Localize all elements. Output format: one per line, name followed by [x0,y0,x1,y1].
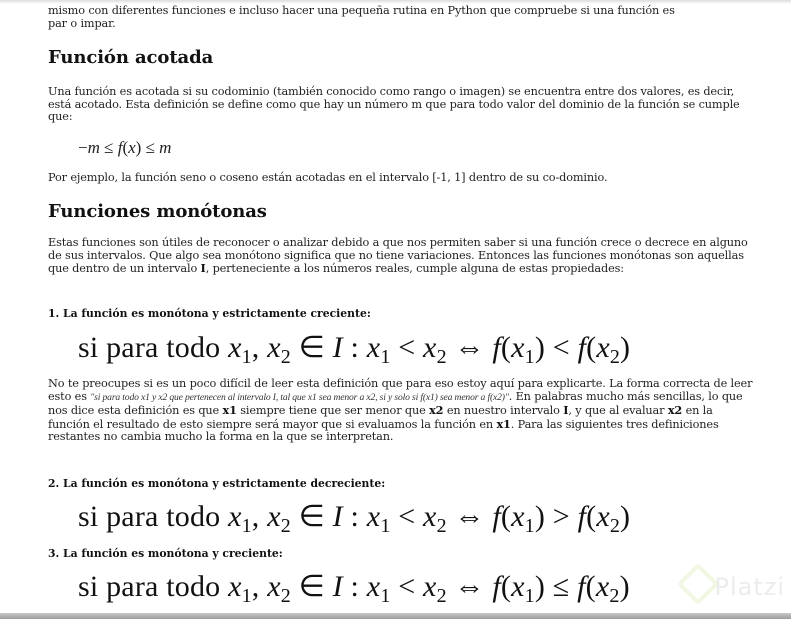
intro-line-1: mismo con diferentes funciones e incluso hacer una pequeña rutina en Python que compruebe si una función es [48,4,675,17]
bold-x1-b: x1 [496,416,511,431]
bounded-example-paragraph: Por ejemplo, la función seno o coseno están acotadas en el intervalo [-1, 1] dentro de su co-dominio. [48,171,608,184]
explain-text-4: en nuestro intervalo [443,404,564,418]
item-1-formula: si para todo $x_1$, $x_2$ ∈ I : $x_1 < x_2$ ⇔ $f(x_1) < f(x_2)$ [78,331,631,368]
bold-I: I [563,403,569,418]
heading-funcion-acotada: Función acotada [48,47,214,68]
bottom-edge-bar [0,613,791,619]
heading-funciones-monotonas: Funciones monótonas [48,201,267,222]
bold-x1: x1 [222,403,237,418]
item-2-heading: 2. La función es monótona y estrictamente decreciente: [48,477,386,490]
item-3-formula: si para todo $x_1$, $x_2$ ∈ I : $x_1 < x_2$ ⇔ $f(x_1) \le f(x_2)$ [78,570,630,607]
watermark: Platzi [714,573,785,601]
monotone-intro-text-b: , perteneciente a los números reales, cumple alguna de estas propiedades: [205,262,624,276]
explain-text-6: en la función el resultado de esto siempre será mayor que si evaluamos la función en [48,404,713,431]
monotone-intro-paragraph [48,237,753,276]
platzi-logo-icon [677,563,719,605]
explain-quote: "si para todo x1 y x2 que pertenecen al intervalo I, tal que x1 sea menor a x2, si y solo si f(x1) sea menor a f(x2)" [90,391,509,403]
interval-symbol: I [200,261,206,276]
monotone-intro-text-a: Estas funciones son útiles de reconocer o analizar debido a que nos permiten saber si una función crece o decrece en alguno de sus intervalos. Que algo sea monótono significa que no tiene variaciones. Entonces las funciones monótonas son aquellas que dentro de un intervalo [48,236,748,276]
item-1-heading: 1. La función es monótona y estrictamente creciente: [48,307,371,320]
item-3-heading: 3. La función es monótona y creciente: [48,547,283,560]
explanation-paragraph [48,378,753,444]
intro-line-2: par o impar. [48,16,116,30]
explain-text-1: No te preocupes si es un poco difícil de leer esta definición que para eso estoy aquí para explicarte. La forma correcta de leer esto es [48,377,753,403]
item-2-formula: si para todo $x_1$, $x_2$ ∈ I : $x_1 < x_2$ ⇔ $f(x_1) > f(x_2)$ [78,500,631,537]
intro-paragraph-tail [48,5,753,30]
bounded-paragraph: Una función es acotada si su codominio (también conocido como rango o imagen) se encuentra entre dos valores, es decir, está acotado. Esta definición se define como que hay un número m que para todo valor del dominio de la función se cumple que: [48,85,740,124]
explain-text-5: , y que al evaluar [568,404,668,418]
explain-text-2: . En palabras mucho más sencillas, lo que nos dice esta definición es que [48,389,743,418]
bounded-formula: −m ≤ f(x) ≤ m [78,138,172,157]
explain-text-3: siempre tiene que ser menor que [236,404,430,418]
bold-x2-b: x2 [667,403,683,418]
explain-text-7: . Para las siguientes tres definiciones restantes no cambia mucho la forma en la que se interpretan. [48,417,719,444]
bold-x2: x2 [429,403,444,418]
